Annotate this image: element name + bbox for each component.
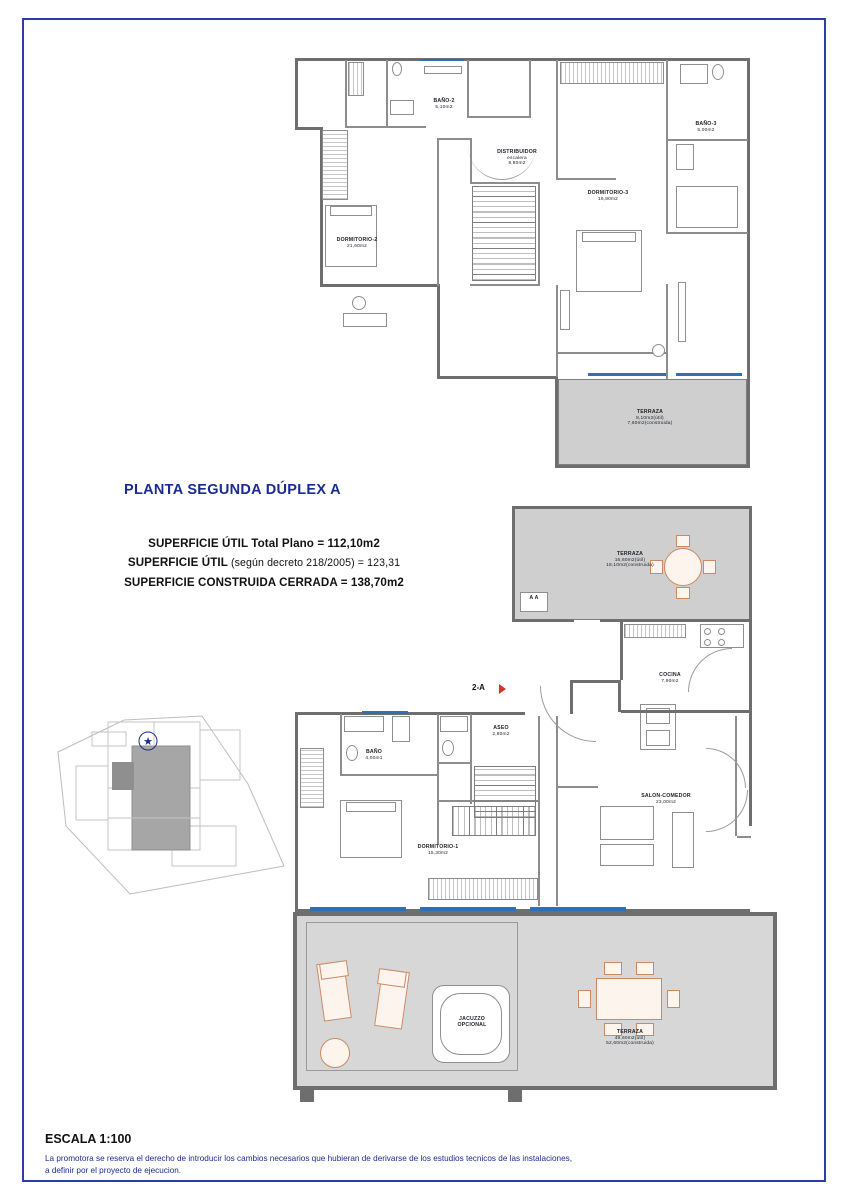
wall (538, 182, 540, 284)
wall (512, 506, 515, 622)
wall (320, 284, 440, 287)
toilet-fixture (712, 64, 724, 80)
terrace-area (295, 914, 775, 1088)
sofa-furniture (600, 806, 654, 840)
wall (529, 60, 531, 118)
door-swing (540, 686, 596, 742)
wall (618, 680, 621, 712)
room-label-terraza-upper: TERRAZA 8,10m2(útil) 7,60m2(construida) (627, 409, 673, 427)
window (530, 907, 626, 911)
sink-fixture (392, 716, 410, 742)
entrance-arrow-icon (499, 684, 506, 694)
wall (666, 60, 668, 234)
pillow (346, 802, 396, 812)
wall (437, 138, 439, 286)
sofa-furniture (600, 844, 654, 866)
bathtub-fixture (344, 716, 384, 732)
wall (293, 912, 777, 916)
room-label-bano-3: BAÑO-3 5,00m2 (695, 121, 717, 133)
wall (620, 622, 623, 680)
staircase (452, 806, 536, 836)
jacuzzi-label: JACUZZO OPCIONAL (457, 1016, 487, 1028)
door-swing (706, 790, 748, 832)
wall (470, 182, 540, 184)
room-label-dormitorio-2: DORMITORIO-2 21,60m2 (336, 237, 378, 249)
pillow (582, 232, 636, 242)
area-line-2: SUPERFICIE ÚTIL (según decreto 218/2005) = 123,31 (127, 556, 401, 569)
chair-furniture (676, 535, 690, 547)
key-plan (52, 706, 290, 906)
wall (437, 376, 557, 379)
lamp-furniture (352, 296, 366, 310)
wall (293, 912, 297, 1090)
room-label-bano-2: BAÑO-2 5,10m2 (433, 98, 455, 110)
window (676, 373, 742, 376)
wall (512, 506, 752, 509)
counter-hatch (624, 624, 686, 638)
wall (749, 506, 752, 826)
armchair-furniture (672, 812, 694, 868)
room-label-distribuidor: DISTRIBUIDOR escalera 9,80m2 (497, 149, 537, 167)
room-label-terraza-north: TERRAZA 16,60m2(útil) 18,10m2(construida) (606, 551, 654, 569)
shower-hatch (348, 62, 364, 96)
chair-furniture (703, 560, 716, 574)
wall (508, 1090, 522, 1102)
wall (470, 284, 540, 286)
wall (295, 58, 750, 61)
wall (295, 712, 298, 912)
wall (512, 619, 574, 622)
nightstand (560, 290, 570, 330)
room-label-dormitorio-1: DORMITORIO-1 15,30m2 (417, 844, 459, 856)
burner (704, 628, 711, 635)
room-label-bano: BAÑO 4,00m1 (365, 749, 383, 761)
window (420, 59, 464, 61)
sink-fixture (676, 144, 694, 170)
wall (538, 716, 540, 906)
wall (345, 126, 388, 128)
wall (747, 430, 750, 468)
window (310, 907, 406, 911)
room-label-aseo: ASEO 2,80m2 (492, 725, 510, 737)
door-swing (706, 748, 746, 788)
closet-fixture (678, 282, 686, 342)
burner (718, 628, 725, 635)
wall (747, 58, 750, 433)
toilet-fixture (442, 740, 454, 756)
disclaimer-text (45, 1153, 815, 1177)
wall (295, 127, 323, 130)
wall (340, 714, 342, 776)
window (588, 373, 666, 376)
chair-furniture (676, 587, 690, 599)
wall (439, 762, 472, 764)
window (420, 907, 516, 911)
wall (556, 716, 558, 906)
section-tag-label: A A (529, 595, 539, 601)
key-plan-outline (52, 706, 290, 906)
wall (621, 710, 751, 713)
window (362, 711, 408, 714)
wall (555, 465, 750, 468)
wardrobe-hatch (428, 878, 538, 900)
wardrobe-hatch (322, 130, 348, 200)
wall (470, 714, 472, 764)
wall (386, 60, 388, 128)
wall (437, 284, 440, 379)
wall (295, 58, 298, 130)
terrace-divider (306, 1070, 518, 1071)
toilet-fixture (392, 62, 402, 76)
burner (718, 639, 725, 646)
room-label-dormitorio-3: DORMITORIO-3 16,80m2 (587, 190, 629, 202)
wall (295, 712, 525, 715)
area-summary (84, 534, 444, 592)
burner (704, 639, 711, 646)
wall (556, 285, 558, 377)
svg-text:★: ★ (143, 735, 153, 748)
terrace-divider (306, 922, 518, 923)
wall (556, 352, 668, 354)
pillow (330, 206, 372, 216)
wall (469, 116, 531, 118)
bathtub-fixture (680, 64, 708, 84)
wall (470, 762, 472, 804)
chair-furniture (636, 962, 654, 975)
wall (437, 714, 439, 844)
disclaimer-line-1: La promotora se reserva el derecho de introducir los cambios necesarios que hubieran de derivarse de los estudios tecnicos de las instalaciones, (45, 1154, 573, 1163)
staircase (472, 186, 536, 281)
wall (556, 178, 616, 180)
chair-furniture (646, 730, 670, 746)
area-line-3: SUPERFICIE CONSTRUIDA CERRADA = 138,70m2 (124, 576, 404, 589)
wall (666, 232, 748, 234)
wall (773, 912, 777, 1090)
entrance-label: 2-A (472, 683, 485, 692)
wall (556, 60, 558, 180)
disclaimer-line-2: a definir por el proyecto de ejecucion. (45, 1166, 182, 1175)
wall (300, 1090, 314, 1102)
terrace-divider (517, 922, 518, 1070)
wall (293, 1086, 777, 1090)
chair-furniture (578, 990, 591, 1008)
sink-fixture (440, 716, 468, 732)
wall (666, 284, 668, 379)
wall (345, 60, 347, 128)
chair-furniture (604, 962, 622, 975)
chair-furniture (667, 990, 680, 1008)
wall (439, 138, 471, 140)
room-label-cocina: COCINA 7,90m2 (659, 672, 681, 684)
dining-table-furniture (596, 978, 662, 1020)
wall (573, 680, 621, 683)
wall (558, 786, 598, 788)
side-table-furniture (320, 1038, 350, 1068)
wall (666, 139, 748, 141)
sink-fixture (424, 66, 462, 74)
lamp-furniture (652, 344, 665, 357)
area-line-1: SUPERFICIE ÚTIL Total Plano = 112,10m2 (148, 537, 380, 550)
desk-furniture (343, 313, 387, 327)
wall (737, 836, 751, 838)
wall (388, 126, 426, 128)
shower-fixture (676, 186, 738, 228)
bathtub-fixture (390, 100, 414, 115)
scale-label: ESCALA 1:100 (45, 1132, 132, 1146)
terrace-divider (306, 922, 307, 1070)
room-label-salon-comedor: SALON-COMEDOR 23,00m2 (641, 793, 691, 805)
page-title: PLANTA SEGUNDA DÚPLEX A (124, 482, 341, 498)
wardrobe-hatch (300, 748, 324, 808)
wall (340, 774, 438, 776)
door-swing (688, 648, 732, 692)
room-label-terraza-south: TERRAZA 49,60m2(útil) 52,60m2(construida) (606, 1029, 654, 1047)
wardrobe-hatch (560, 62, 664, 84)
